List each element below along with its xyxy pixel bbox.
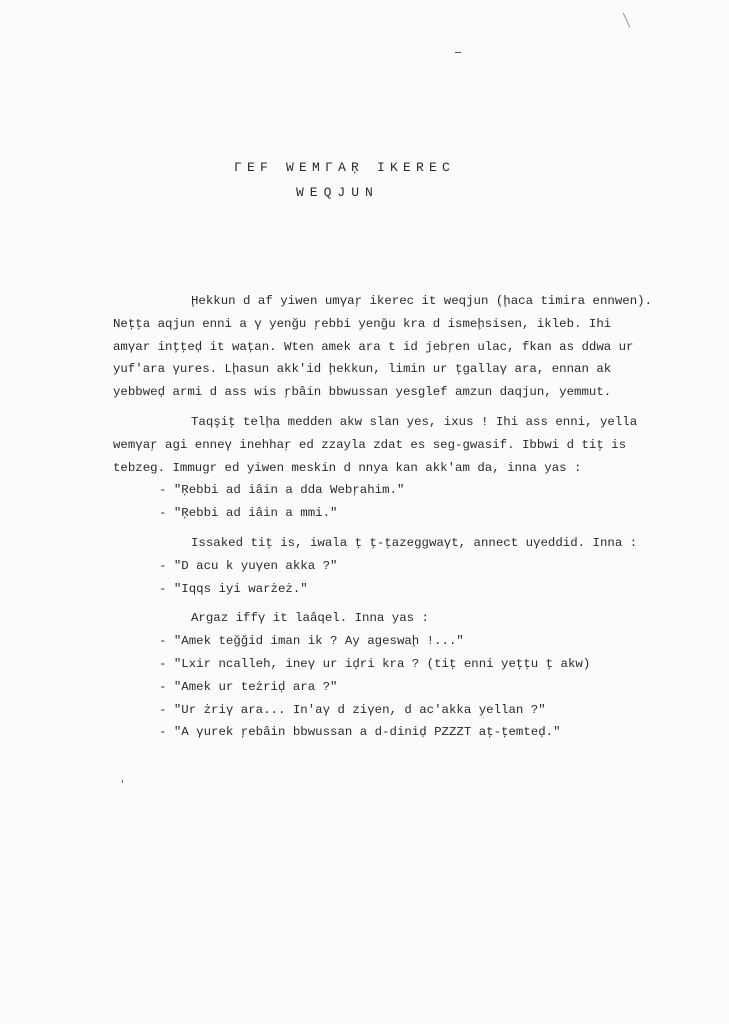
text-line: amγar inţţeḑ it waţan. Wten amek ara t id jebŗen ulac, fkan as ddwa ur xyxy=(113,339,634,354)
dialogue-line: - "Iqqs iyi warżeż." xyxy=(159,581,308,596)
dialogue-line: - "Amek teğğid iman ik ? Ay ageswaḩ !..." xyxy=(159,634,464,649)
text-line: Neţţa aqjun enni a γ yenğu ŗebbi yenğu kra d ismeḩsisen, ikleb. Ihi xyxy=(113,316,612,331)
text-line: Ḩekkun d af yiwen umγaŗ ikerec it weqjun (ḩaca timira ennwen). xyxy=(191,294,653,308)
text-line: Argaz iffγ it laâqel. Inna yas : xyxy=(191,611,429,626)
text-line: wemγaŗ agi enneγ inehhaŗ ed zzayla zdat es seg-gwasif. Ibbwi d tiţ is xyxy=(113,437,627,452)
speck-mark xyxy=(623,13,631,28)
dialogue-line: - "Lxir ncalleh, ineγ ur iḑri kra ? (tiţ enni yeţţu ţ akw) xyxy=(159,656,591,671)
text-line: Issaked tiţ is, iwala ţ ţ-ţazeggwaγt, annect uγeddid. Inna : xyxy=(191,535,638,550)
dialogue-line: - "Amek ur teżriḑ ara ?" xyxy=(159,679,338,694)
document-title-line-2: WEQJUN xyxy=(296,185,379,200)
speck-mark xyxy=(455,52,461,53)
text-line: Taqşiţ telḩa medden akw slan yes, ixus ! Ihi ass enni, yella xyxy=(191,414,638,429)
text-line: tebzeg. Immugr ed yiwen meskin d nnya kan akk'am da, inna yas : xyxy=(113,460,582,475)
dialogue-line: - "Ŗebbi ad iâin a mmi." xyxy=(159,506,338,521)
document-title-line-1: ΓEF WEMΓAŖ IKEREC xyxy=(234,160,456,175)
dialogue-line: - "Ur żriγ ara... In'aγ d ziγen, d ac'akka yellan ?" xyxy=(159,702,546,717)
dialogue-line: - "Ŗebbi ad iâin a dda Webŗahim." xyxy=(159,483,405,498)
dialogue-line: - "D acu k yuγen akka ?" xyxy=(159,558,338,573)
dialogue-line: - "A γurek ŗebâin bbwussan a d-diniḑ PZZZT aţ-ţemteḑ." xyxy=(159,725,561,740)
text-line: yebbweḑ armi d ass wis ŗbâin bbwussan yesglef amzun daqjun, yemmut. xyxy=(113,385,612,400)
text-line: yuf'ara γures. Lḩasun akk'id ḩekkun, limin ur ţgallaγ ara, ennan ak xyxy=(113,362,612,377)
document-body xyxy=(113,290,658,744)
speck-mark xyxy=(122,780,123,783)
